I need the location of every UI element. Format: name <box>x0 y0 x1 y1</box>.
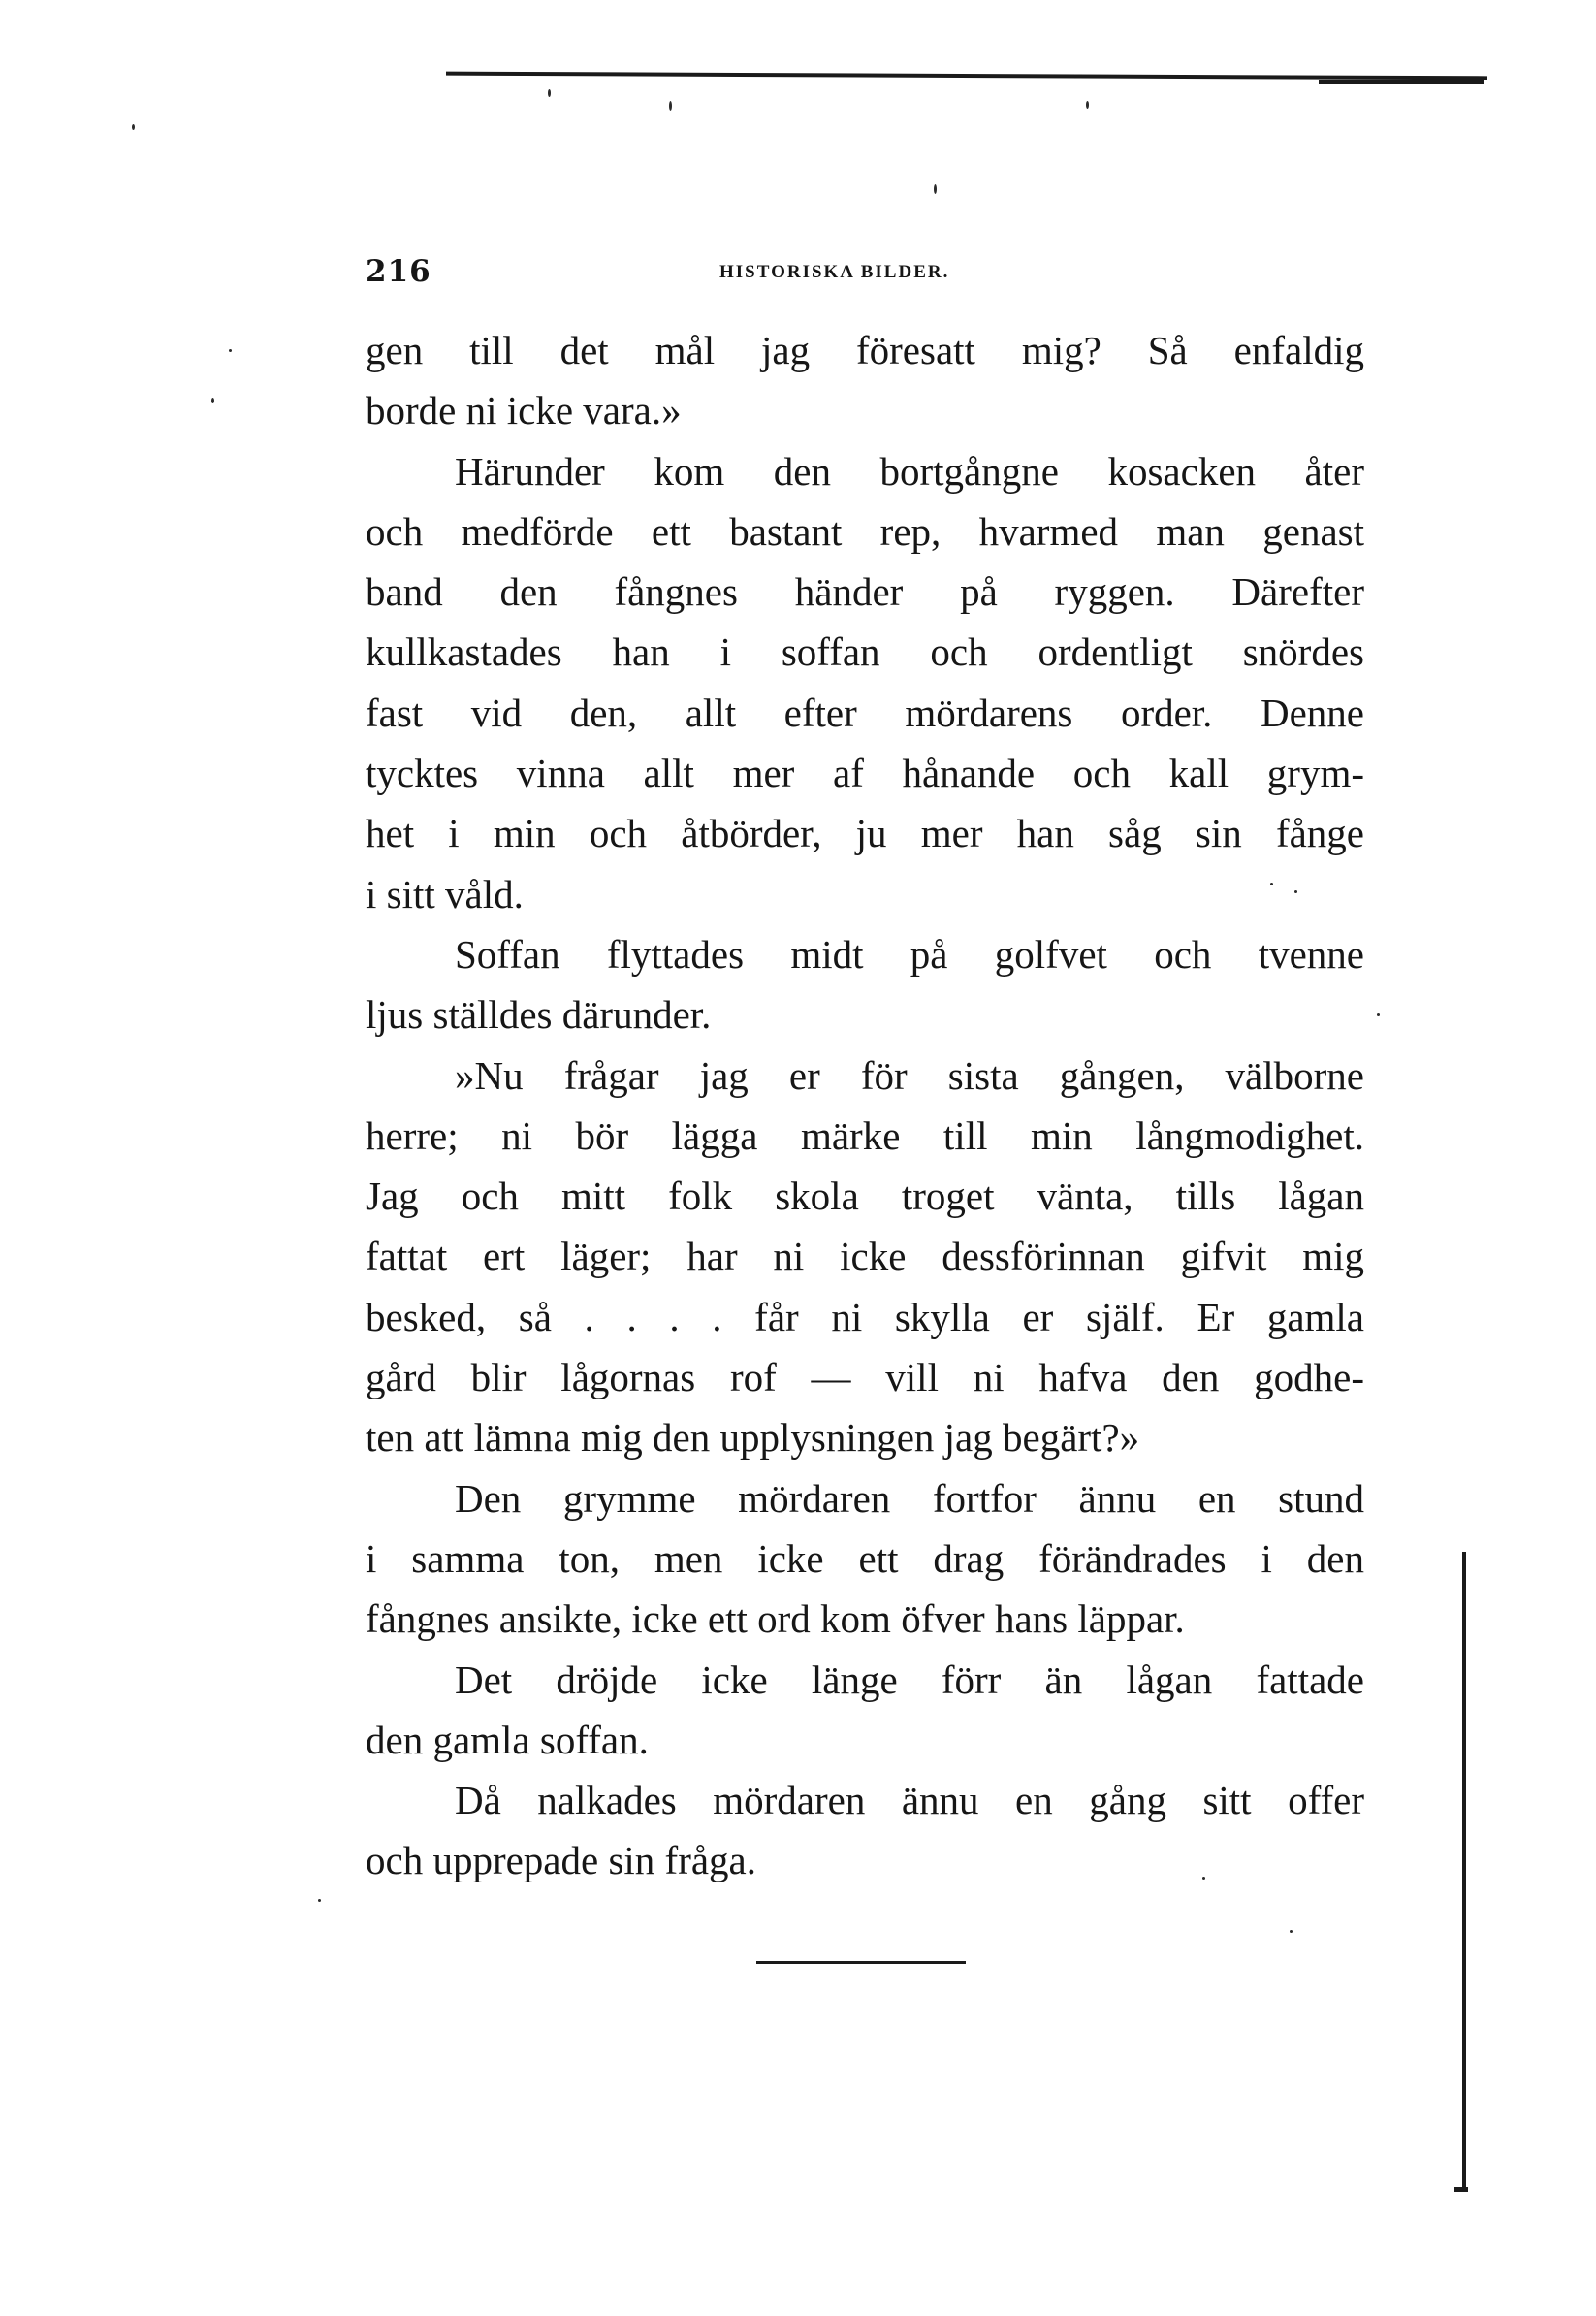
text-line: tycktes vinna allt mer af hånande och kall grym- <box>366 751 1364 796</box>
scan-speck <box>211 398 214 403</box>
end-rule <box>756 1961 966 1964</box>
scan-speck <box>318 1899 321 1902</box>
paragraph <box>366 1650 1364 1771</box>
text-line: herre; ni bör lägga märke till min långmodighet. <box>366 1112 1364 1158</box>
paragraph <box>366 1770 1364 1891</box>
paragraph <box>366 320 1364 441</box>
text-line: i samma ton, men icke ett drag förändrades i den <box>366 1535 1364 1581</box>
text-line: Jag och mitt folk skola troget vänta, tills lågan <box>366 1174 1364 1219</box>
text-line: i sitt våld. <box>366 871 524 917</box>
text-line: fångnes ansikte, icke ett ord kom öfver hans läppar. <box>366 1596 1185 1642</box>
text-line: ljus ställdes därunder. <box>366 992 712 1038</box>
text-line: »Nu frågar jag er för sista gången, välborne <box>455 1052 1364 1098</box>
scan-speck <box>669 101 672 111</box>
text-line: Soffan flyttades midt på golfvet och tvenne <box>455 931 1364 977</box>
text-line: Härunder kom den bortgångne kosacken åter <box>455 448 1364 494</box>
text-line: borde ni icke vara.» <box>366 388 682 434</box>
page-header <box>366 254 1364 293</box>
text-line: den gamla soffan. <box>366 1717 649 1762</box>
paragraph <box>366 441 1364 924</box>
text-line: band den fångnes händer på ryggen. Därefter <box>366 569 1364 615</box>
running-head: HISTORISKA BILDER. <box>719 262 950 282</box>
paragraph <box>366 1045 1364 1468</box>
scan-speck <box>1290 1930 1293 1933</box>
scan-speck <box>1086 101 1089 109</box>
scan-speck <box>548 89 551 97</box>
paragraph <box>366 1468 1364 1650</box>
scan-speck <box>934 184 937 194</box>
text-line: och medförde ett bastant rep, hvarmed man genast <box>366 508 1364 554</box>
body-text <box>366 320 1364 1891</box>
text-line: besked, så . . . . får ni skylla er själf. Er gamla <box>366 1294 1364 1339</box>
text-line: Den grymme mördaren fortfor ännu en stund <box>455 1475 1364 1521</box>
text-line: och upprepade sin fråga. <box>366 1838 756 1883</box>
text-line: kullkastades han i soffan och ordentligt snördes <box>366 629 1364 675</box>
scan-speck <box>229 349 232 352</box>
text-line: fattat ert läger; har ni icke dessförinnan gifvit mig <box>366 1234 1364 1279</box>
scan-edge-bar-foot <box>1454 2187 1468 2192</box>
text-line: gen till det mål jag föresatt mig? Så enfaldig <box>366 328 1364 372</box>
text-line: gård blir lågornas rof — vill ni hafva den godhe- <box>366 1355 1364 1400</box>
text-line: Det dröjde icke länge förr än lågan fattade <box>455 1657 1364 1702</box>
text-line: ten att lämna mig den upplysningen jag begärt?» <box>366 1415 1140 1461</box>
paragraph <box>366 924 1364 1045</box>
scan-edge-bar <box>1462 1552 1466 2192</box>
text-line: het i min och åtbörder, ju mer han såg sin fånge <box>366 811 1364 856</box>
scan-speck <box>132 124 135 130</box>
scan-speck <box>1377 1013 1380 1016</box>
text-line: fast vid den, allt efter mördarens order. Denne <box>366 690 1364 735</box>
text-line: Då nalkades mördaren ännu en gång sitt offer <box>455 1778 1364 1823</box>
top-scan-rule-mark <box>1319 80 1484 84</box>
page-number: 216 <box>366 254 431 289</box>
